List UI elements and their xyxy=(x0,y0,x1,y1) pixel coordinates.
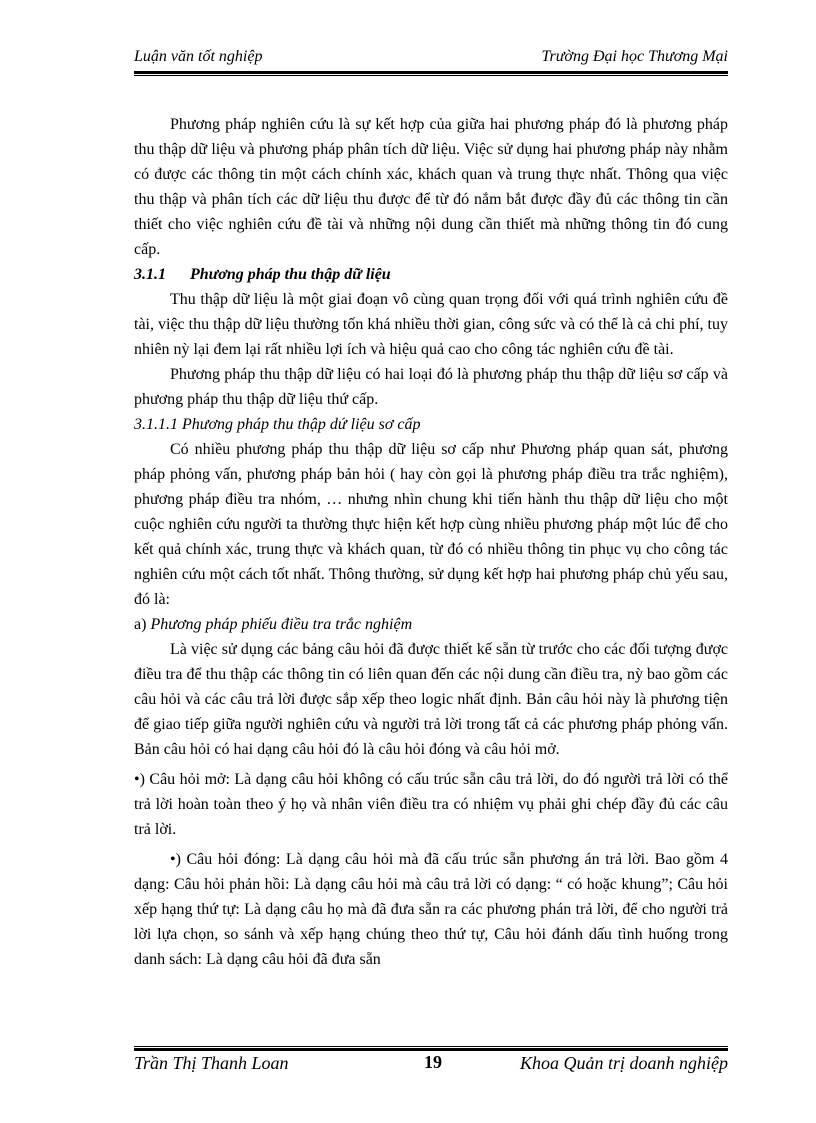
page-header xyxy=(134,46,728,70)
sub-heading-a-title: Phương pháp phiếu điều tra trắc nghiệm xyxy=(150,616,413,633)
footer-page-number: 19 xyxy=(424,1052,442,1072)
section-number: 3.1.1 xyxy=(134,266,166,283)
paragraph-questionnaire: Là việc sử dụng các bảng câu hỏi đã được thiết kế sẵn từ trước cho các đối tượng được điều tra để thu thập các thông tin có liên quan đến các nội dung cần điều tra, nỳ bao gồm các câu hỏi và các câu trả lời được sắp xếp theo logic nhất định. Bản câu hỏi này là phương tiện để giao tiếp giữa người nghiên cứu và người trả lời trong tất cả các phương pháp phỏng vấn. Bản câu hỏi có hai dạng câu hỏi đó là câu hỏi đóng và câu hỏi mở. xyxy=(134,641,728,758)
header-university-name: Trường Đại học Thương Mại xyxy=(541,48,728,65)
page-body xyxy=(134,112,728,972)
sub-heading-a-prefix: a) xyxy=(134,616,151,633)
section-heading-3-1-1 xyxy=(134,262,728,287)
page-footer xyxy=(134,1052,728,1078)
header-rule-thick xyxy=(134,71,728,74)
footer-rule-thick xyxy=(134,1048,728,1051)
paragraph-closed-question: •) Câu hỏi đóng: Là dạng câu hỏi mà đã cấu trúc sẵn phương án trả lời. Bao gồm 4 dạng: Câu hỏi phản hồi: Là dạng câu hỏi mà câu trả lời có dạng: “ có hoặc khung”; Câu hỏi xếp hạng thứ tự: Là dạng câu họ mà đã đưa sẵn ra các phương phán trả lời, để cho người trả lời lựa chọn, so sánh và xếp hạng chúng theo thứ tự, Câu hỏi đánh dấu tình huống trong danh sách: Là dạng câu hỏi đã đưa sẵn xyxy=(134,851,728,968)
sub-heading-a xyxy=(134,612,728,637)
paragraph-primary-methods: Có nhiều phương pháp thu thập dữ liệu sơ cấp như Phương pháp quan sát, phương pháp phỏng vấn, phương pháp bản hỏi ( hay còn gọi là phương pháp điều tra trắc nghiệm), phương pháp điều tra nhóm, … nhưng nhìn chung khi tiến hành thu thập dữ liệu cho một cuộc nghiên cứu người ta thường thực hiện kết hợp cùng nhiều phương pháp một lúc để cho kết quả chính xác, trung thực và khách quan, từ đó có nhiều thông tin phục vụ cho công tác nghiên cứu một cách tốt nhất. Thông thường, sử dụng kết hợp hai phương pháp chủ yếu sau, đó là: xyxy=(134,441,728,608)
paragraph-two-types: Phương pháp thu thập dữ liệu có hai loại đó là phương pháp thu thập dữ liệu sơ cấp và phương pháp thu thập dữ liệu thứ cấp. xyxy=(134,366,728,408)
paragraph-open-question: •) Câu hỏi mở: Là dạng câu hỏi không có cấu trúc sẵn câu trả lời, do đó người trả lời có thể trả lời hoàn toàn theo ý họ và nhân viên điều tra có nhiệm vụ phải ghi chép đầy đủ các câu trả lời. xyxy=(134,771,728,838)
header-rule-thin xyxy=(134,75,728,76)
paragraph-data-collection: Thu thập dữ liệu là một giai đoạn vô cùng quan trọng đối với quá trình nghiên cứu đề tài, việc thu thập dữ liệu thường tốn khá nhiều thời gian, công sức và có thể là cả chi phí, tuy nhiên nỳ lại đem lại rất nhiều lợi ích và hiệu quả cao cho công tác nghiên cứu đề tài. xyxy=(134,291,728,358)
footer-author: Trần Thị Thanh Loan xyxy=(134,1053,289,1073)
header-thesis-label: Luận văn tốt nghiệp xyxy=(134,48,263,65)
footer-rule-thin xyxy=(134,1046,728,1047)
section-title: Phương pháp thu thập dữ liệu xyxy=(190,266,391,283)
paragraph-intro: Phương pháp nghiên cứu là sự kết hợp của giữa hai phương pháp đó là phương pháp thu thập dữ liệu và phương pháp phân tích dữ liệu. Việc sử dụng hai phương pháp này nhằm có được các thông tin một cách chính xác, khách quan và trung thực nhất. Thông qua việc thu thập và phân tích các dữ liệu thu được để từ đó nắm bắt được đầy đủ các thông tin cần thiết cho việc nghiên cứu đề tài và những nội dung cần thiết mà những thông tin đó cung cấp. xyxy=(134,116,728,258)
subsection-heading-3-1-1-1: 3.1.1.1 Phương pháp thu thập dứ liệu sơ cấp xyxy=(134,416,421,433)
footer-department: Khoa Quản trị doanh nghiệp xyxy=(519,1053,728,1073)
